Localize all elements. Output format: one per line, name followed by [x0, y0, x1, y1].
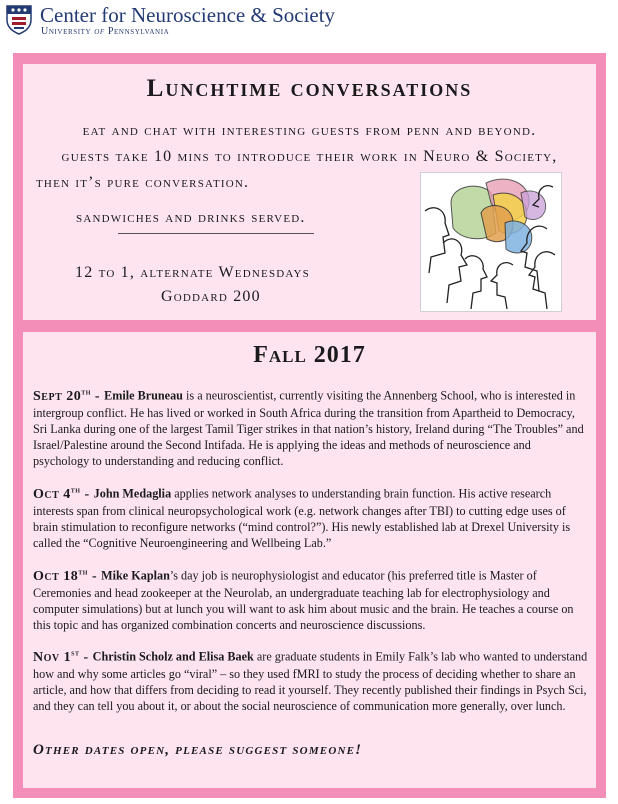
intro-line-1: eat and chat with interesting guests from penn and beyond. — [82, 122, 537, 139]
event-date: Sept 20th - — [33, 387, 105, 404]
speaker-name: John Medaglia — [93, 486, 172, 501]
university-name: University of Pennsylvania — [41, 26, 170, 37]
closing-call-for-speakers: Other dates open, please suggest someone! — [33, 742, 363, 758]
page-header — [6, 3, 406, 37]
penn-shield-icon — [6, 5, 32, 35]
semester-title: Fall 2017 — [253, 342, 366, 368]
event-item — [33, 564, 588, 633]
speaker-name: Mike Kaplan — [101, 568, 170, 583]
intro-line-3: then it’s pure conversation. — [36, 174, 250, 191]
org-name: Center for Neuroscience & Society — [40, 3, 336, 27]
event-item — [33, 645, 588, 714]
event-description: ’s day job is neurophysiologist and educator (his preferred title is Master of Ceremonies and head zookeeper at the Neurolab, an undergraduate teaching lab for electrophysiology and computer simulations) but at lunch you will want to ask him about music and the brain. He teaches a course on this topic and has organized combination concerts and neuroscience discussions. — [33, 568, 574, 632]
event-series-title: Lunchtime conversations — [146, 75, 473, 102]
event-description: is a neuroscientist, currently visiting the Annenberg School, who is interested in intergroup conflict. He has lived or worked in South Africa during the transition from Apartheid to Democracy, Sri Lanka during one of the largest Tamil Tiger strikes in that nation’s history, Ireland during “The Troubles” and Israel/Palestine around the Second Intifada. He is applying the ideas and methods of neuroscience and psychology to understanding and reducing conflict. — [33, 388, 584, 468]
meeting-time: 12 to 1, alternate Wednesdays — [75, 264, 310, 281]
schedule-panel — [23, 332, 596, 788]
intro-line-2: guests take 10 mins to introduce their work in Neuro & Society, — [61, 148, 558, 165]
event-item — [33, 384, 588, 469]
event-description: applies network analyses to understanding brain function. His active research interests span from clinical neuropsychological work (e.g. network changes after TBI) to cutting edge uses of brain stimulation to reconfigure networks (“mind control?”). His newly established lab at Drexel University is called the “Cognitive Neuroengineering and Wellbeing Lab.” — [33, 486, 571, 550]
conversation-heads-illustration — [420, 172, 562, 312]
intro-line-4: sandwiches and drinks served. — [76, 209, 306, 226]
event-date: Nov 1st - — [33, 648, 93, 665]
event-description: are graduate students in Emily Falk’s lab who wanted to understand how and why some articles go “viral” – so they used fMRI to study the process of deciding whether to share an article, and how that differs from deciding to read it yourself. They recently published their findings in Psych Sci, and they can tell you about it, or about the social neuroscience of communication more generally, over lunch. — [33, 649, 588, 713]
speaker-name: Christin Scholz and Elisa Baek — [92, 649, 254, 664]
event-date: Oct 4th - — [33, 485, 94, 502]
divider — [118, 233, 314, 234]
event-date: Oct 18th - — [33, 567, 102, 584]
event-item — [33, 482, 588, 551]
meeting-location: Goddard 200 — [161, 288, 261, 305]
speaker-name: Emile Bruneau — [104, 388, 183, 403]
